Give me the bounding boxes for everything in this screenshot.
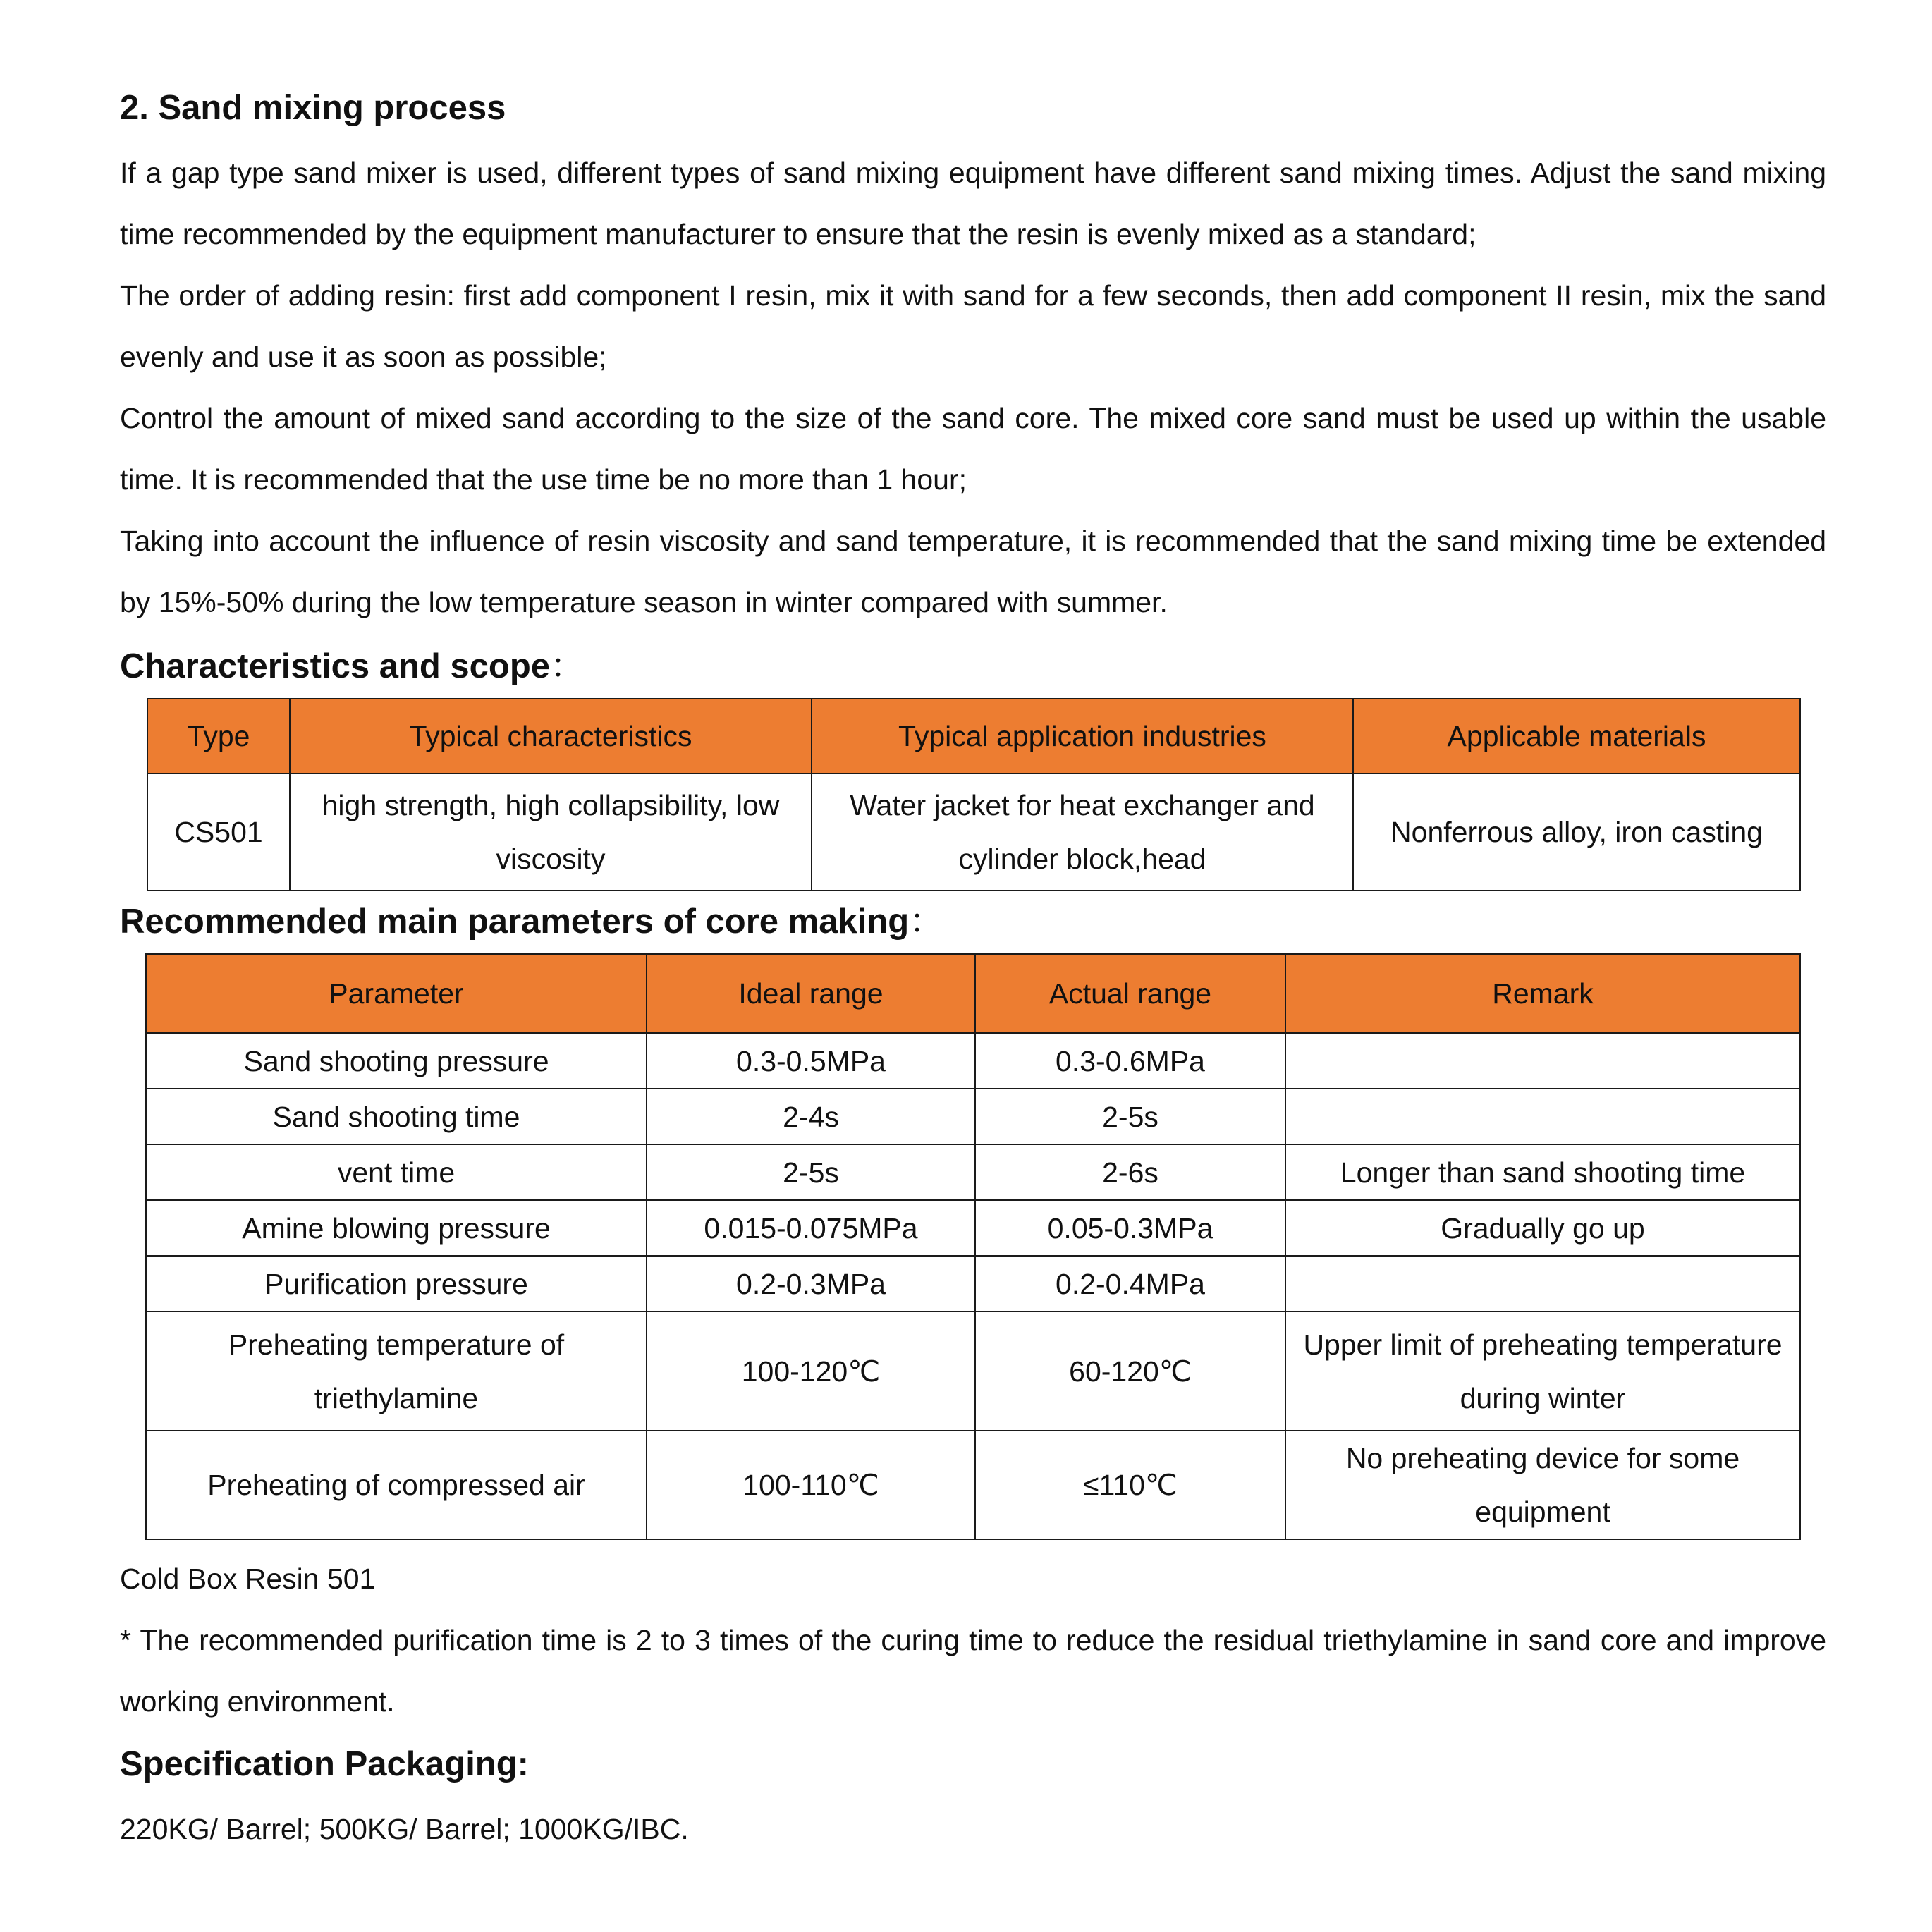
cell-parameter: Amine blowing pressure [146, 1200, 647, 1256]
content [120, 83, 1826, 1860]
cell-actual-range: ≤110℃ [975, 1431, 1285, 1539]
cell-parameter: Preheating of compressed air [146, 1431, 647, 1539]
cell-actual-range: 60-120℃ [975, 1312, 1285, 1431]
cell-parameter: Purification pressure [146, 1256, 647, 1312]
table-row [146, 1144, 1800, 1200]
cell-remark: No preheating device for some equipment [1285, 1431, 1800, 1539]
cell-parameter: Preheating temperature of triethylamine [146, 1312, 647, 1431]
cell-ideal-range: 0.3-0.5MPa [647, 1033, 975, 1089]
cell-parameter: vent time [146, 1144, 647, 1200]
cell-actual-range: 0.05-0.3MPa [975, 1200, 1285, 1256]
column-header-type: Type [147, 699, 290, 774]
cell-type: CS501 [147, 774, 290, 891]
characteristics-table [147, 698, 1801, 891]
column-header-characteristics: Typical characteristics [290, 699, 812, 774]
section-heading-sand-mixing: 2. Sand mixing process [120, 89, 506, 127]
cell-ideal-range: 2-4s [647, 1089, 975, 1144]
cell-actual-range: 0.2-0.4MPa [975, 1256, 1285, 1312]
cell-ideal-range: 2-5s [647, 1144, 975, 1200]
column-header-ideal-range: Ideal range [647, 954, 975, 1033]
cell-remark [1285, 1089, 1800, 1144]
heading-text: Characteristics and scope [120, 647, 551, 685]
cell-ideal-range: 0.2-0.3MPa [647, 1256, 975, 1312]
cell-parameter: Sand shooting time [146, 1089, 647, 1144]
packaging-text: 220KG/ Barrel; 500KG/ Barrel; 1000KG/IBC. [120, 1813, 689, 1845]
cell-actual-range: 0.3-0.6MPa [975, 1033, 1285, 1089]
cell-remark: Upper limit of preheating temperature during winter [1285, 1312, 1800, 1431]
paragraph-resin-order: The order of adding resin: first add component I resin, mix it with sand for a few seconds, then add component II resin, mix the sand evenly and use it as soon as possible; [120, 279, 1826, 373]
heading-colon: ： [909, 903, 944, 941]
heading-text: Recommended main parameters of core making [120, 903, 910, 941]
column-header-remark: Remark [1285, 954, 1800, 1033]
column-header-materials: Applicable materials [1353, 699, 1800, 774]
cell-remark: Longer than sand shooting time [1285, 1144, 1800, 1200]
table-header-row [147, 699, 1800, 774]
purification-note: * The recommended purification time is 2 to 3 times of the curing time to reduce the residual triethylamine in sand core and improve working environment. [120, 1624, 1826, 1718]
cell-parameter: Sand shooting pressure [146, 1033, 647, 1089]
cell-actual-range: 2-6s [975, 1144, 1285, 1200]
product-name-note: Cold Box Resin 501 [120, 1563, 376, 1595]
table-row [146, 1200, 1800, 1256]
paragraph-winter-extension: Taking into account the influence of resin viscosity and sand temperature, it is recommended that the sand mixing time be extended by 15%-50% during the low temperature season in winter compared with summer. [120, 525, 1826, 618]
cell-ideal-range: 100-110℃ [647, 1431, 975, 1539]
paragraph-mixed-sand-amount: Control the amount of mixed sand according to the size of the sand core. The mixed core sand must be used up within the usable time. It is recommended that the use time be no more than 1 hour; [120, 402, 1826, 496]
section-heading-characteristics [120, 642, 1826, 691]
cell-industries: Water jacket for heat exchanger and cylinder block,head [812, 774, 1353, 891]
section-heading-packaging: Specification Packaging: [120, 1745, 529, 1783]
section-heading-parameters [120, 897, 1826, 946]
cell-remark [1285, 1033, 1800, 1089]
table-row [146, 1033, 1800, 1089]
table-header-row [146, 954, 1800, 1033]
table-row [146, 1089, 1800, 1144]
table-row [146, 1256, 1800, 1312]
cell-remark [1285, 1256, 1800, 1312]
cell-remark: Gradually go up [1285, 1200, 1800, 1256]
cell-characteristics: high strength, high collapsibility, low viscosity [290, 774, 812, 891]
column-header-parameter: Parameter [146, 954, 647, 1033]
table-row [146, 1431, 1800, 1539]
table-row [147, 774, 1800, 891]
column-header-industries: Typical application industries [812, 699, 1353, 774]
table-row [146, 1312, 1800, 1431]
cell-actual-range: 2-5s [975, 1089, 1285, 1144]
cell-materials: Nonferrous alloy, iron casting [1353, 774, 1800, 891]
cell-ideal-range: 100-120℃ [647, 1312, 975, 1431]
parameters-table [145, 953, 1801, 1540]
column-header-actual-range: Actual range [975, 954, 1285, 1033]
heading-colon: ： [550, 647, 585, 685]
paragraph-mixer-time: If a gap type sand mixer is used, different types of sand mixing equipment have different sand mixing times. Adjust the sand mixing time recommended by the equipment manufacturer to ensure that the resin is evenly mixed as a standard; [120, 157, 1826, 250]
cell-ideal-range: 0.015-0.075MPa [647, 1200, 975, 1256]
